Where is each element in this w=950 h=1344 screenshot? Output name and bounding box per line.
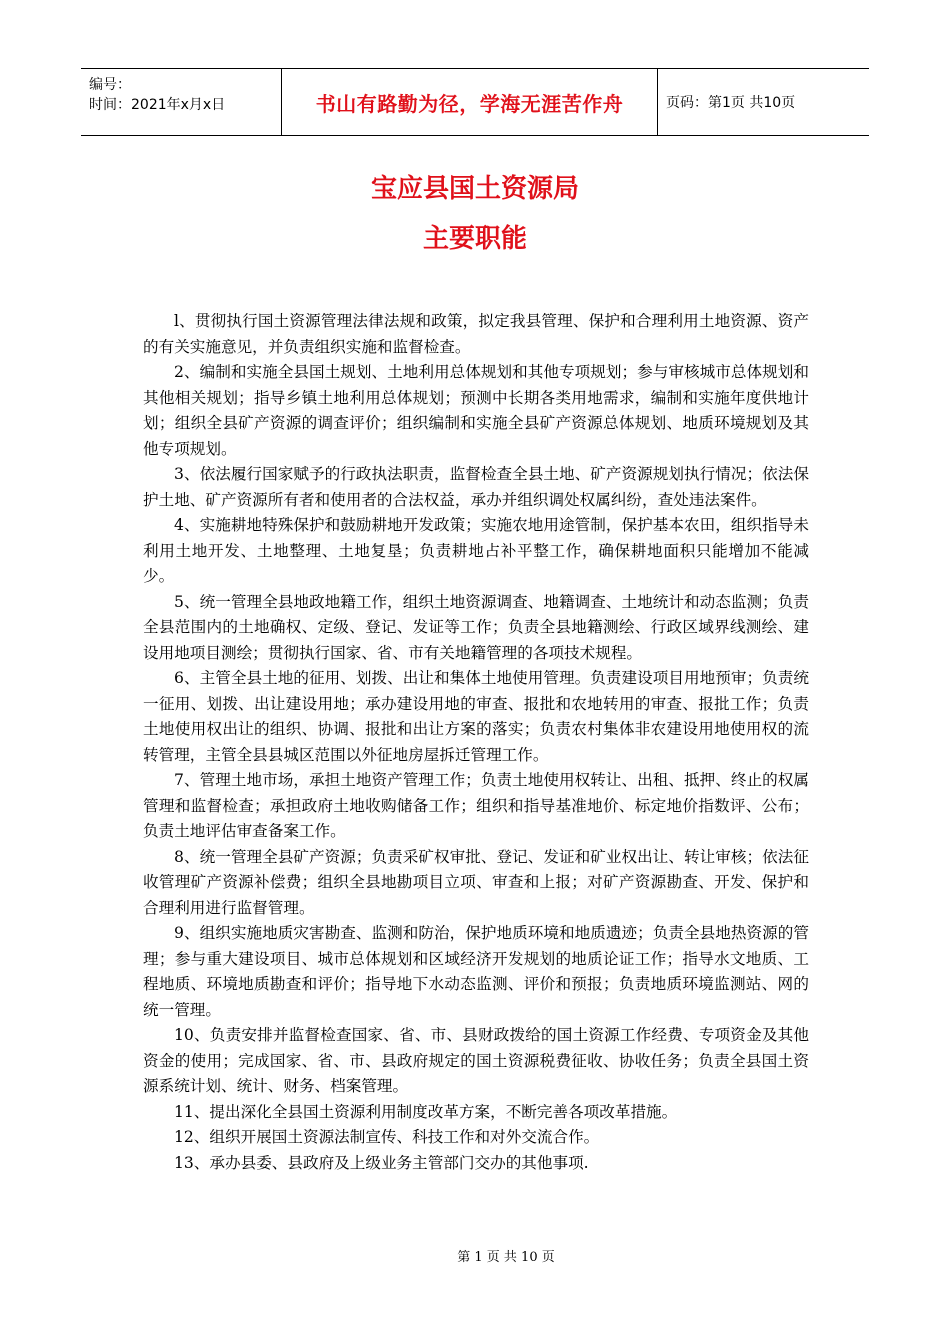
paragraph: 8、统一管理全县矿产资源；负责采矿权审批、登记、发证和矿业权出让、转让审核；依法征收管理矿产资源补偿费；组织全县地勘项目立项、审查和上报；对矿产资源勘查、开发、保护和合理利用进行监督管理。: [143, 847, 809, 917]
header-motto: 书山有路勤为径，学海无涯苦作舟: [282, 69, 658, 135]
paragraph: 6、主管全县土地的征用、划拨、出让和集体土地使用管理。负责建设项目用地预审；负责统一征用、划拨、出让建设用地；承办建设用地的审查、报批和农地转用的审查、报批工作；负责土地使用权出让的组织、协调、报批和出让方案的落实；负责农村集体非农建设用地使用权的流转管理，主管全县县城区范围以外征地房屋拆迁管理工作。: [143, 669, 809, 764]
header-page-label: 页码：第1页 共10页: [666, 95, 796, 111]
paragraph: 7、管理土地市场，承担土地资产管理工作；负责土地使用权转让、出租、抵押、终止的权属管理和监督检查；承担政府土地收购储备工作；组织和指导基准地价、标定地价指数评、公布；负责土地评估审查备案工作。: [143, 771, 809, 840]
document-body: [143, 309, 809, 1176]
document-subtitle: 主要职能: [422, 224, 527, 254]
document-header: [81, 68, 869, 136]
paragraph: l、贯彻执行国土资源管理法律法规和政策，拟定我县管理、保护和合理利用土地资源、资产的有关实施意见，并负责组织实施和监督检查。: [143, 312, 809, 356]
paragraph: 2、编制和实施全县国土规划、土地利用总体规划和其他专项规划；参与审核城市总体规划和其他相关规划；指导乡镇土地利用总体规划；预测中长期各类用地需求，编制和实施年度供地计划；组织全县矿产资源的调查评价；组织编制和实施全县矿产资源总体规划、地质环境规划及其他专项规划。: [143, 363, 809, 458]
paragraph: 4、实施耕地特殊保护和鼓励耕地开发政策；实施农地用途管制，保护基本农田，组织指导未利用土地开发、土地整理、土地复垦；负责耕地占补平整工作，确保耕地面积只能增加不能减少。: [143, 516, 809, 585]
time-label: 时间：2021年x月x日: [89, 97, 226, 113]
paragraph: 13、承办县委、县政府及上级业务主管部门交办的其他事项.: [174, 1153, 589, 1172]
page-footer: 第 1 页 共 10 页: [457, 1250, 555, 1265]
paragraph: 10、负责安排并监督检查国家、省、市、县财政拨给的国土资源工作经费、专项资金及其他资金的使用；完成国家、省、市、县政府规定的国土资源税费征收、协收任务；负责全县国土资源系统计划、统计、财务、档案管理。: [143, 1026, 809, 1095]
paragraph: 3、依法履行国家赋予的行政执法职责，监督检查全县土地、矿产资源规划执行情况；依法保护土地、矿产资源所有者和使用者的合法权益，承办并组织调处权属纠纷，查处违法案件。: [143, 465, 809, 509]
paragraph: 11、提出深化全县国土资源利用制度改革方案，不断完善各项改革措施。: [174, 1102, 678, 1121]
document-title: 宝应县国土资源局: [370, 174, 579, 204]
header-info-cell: [81, 69, 282, 135]
paragraph: 9、组织实施地质灾害勘查、监测和防治，保护地质环境和地质遗迹；负责全县地热资源的管理；参与重大建设项目、城市总体规划和区域经济开发规划的地质论证工作；指导水文地质、工程地质、环境地质勘查和评价；指导地下水动态监测、评价和预报；负责地质环境监测站、网的统一管理。: [143, 924, 809, 1019]
paragraph: 12、组织开展国土资源法制宣传、科技工作和对外交流合作。: [174, 1128, 600, 1146]
number-label: 编号：: [89, 77, 131, 93]
paragraph: 5、统一管理全县地政地籍工作，组织土地资源调查、地籍调查、土地统计和动态监测；负责全县范围内的土地确权、定级、登记、发证等工作；负责全县地籍测绘、行政区域界线测绘、建设用地项目测绘；贯彻执行国家、省、市有关地籍管理的各项技术规程。: [143, 592, 809, 662]
